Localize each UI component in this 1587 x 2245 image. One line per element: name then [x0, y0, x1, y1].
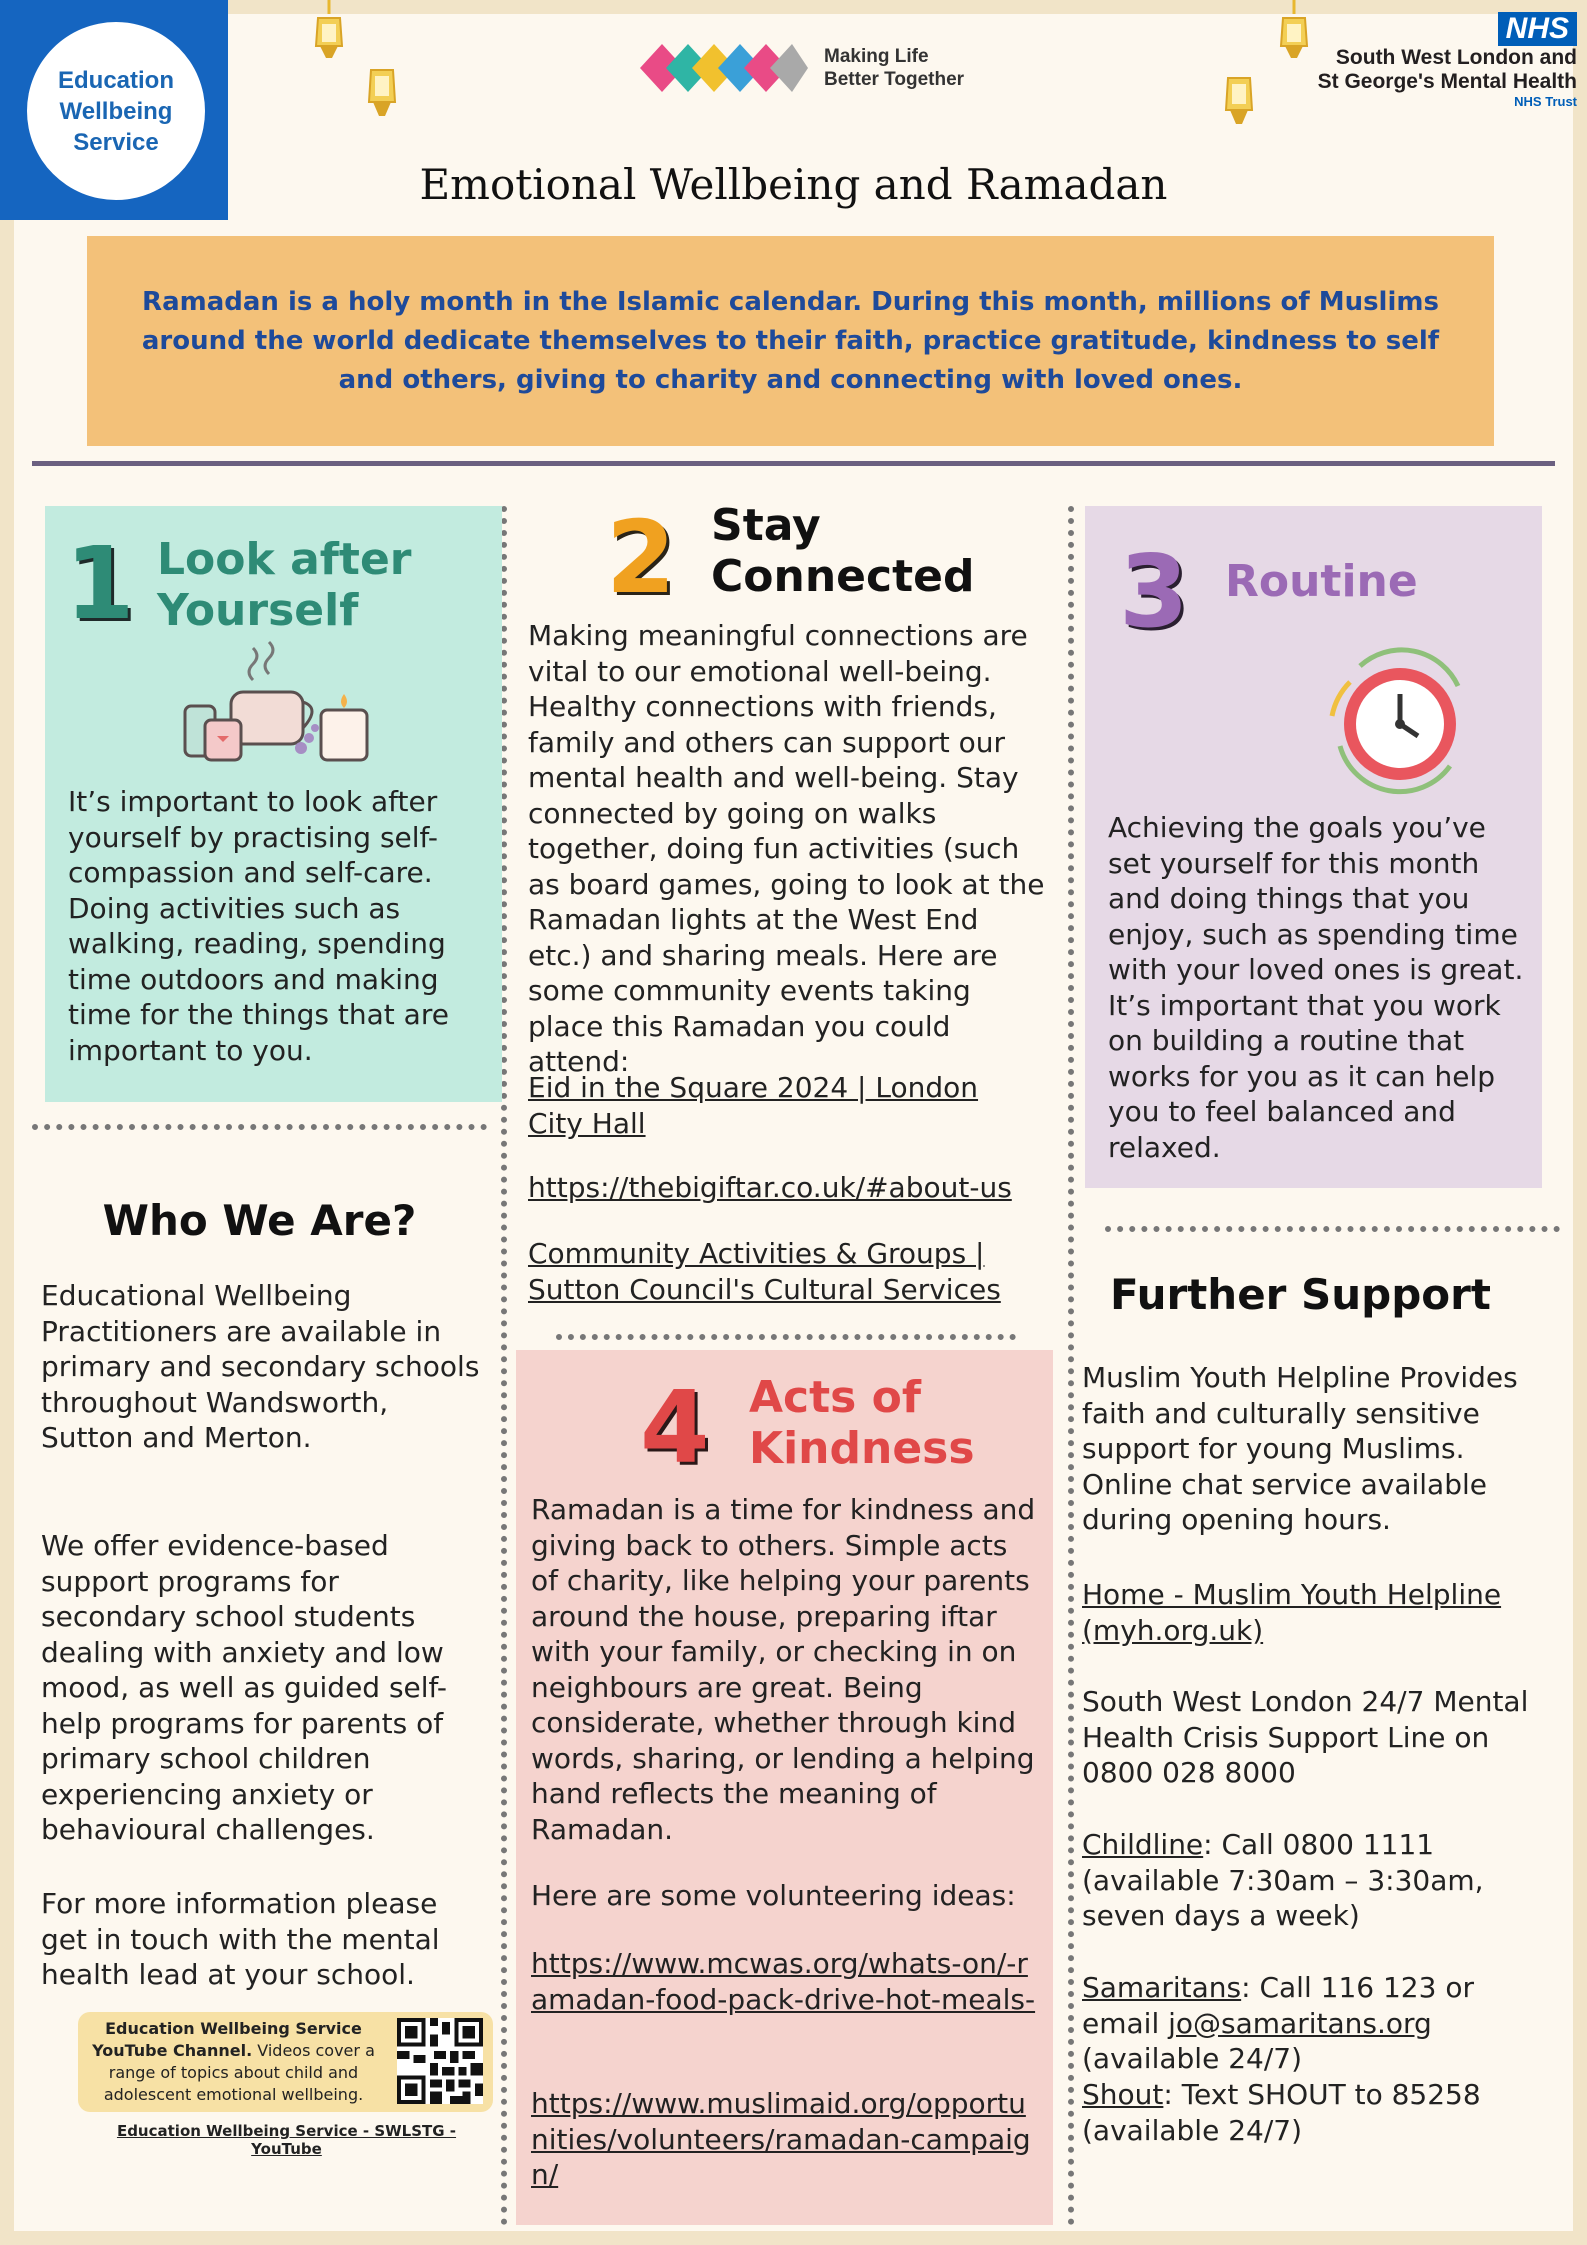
intro-banner: Ramadan is a holy month in the Islamic calendar. During this month, millions of Muslims around the world dedicate themselves to their faith, practice gratitude, kindness to self and others, giving to charity and connecting with loved ones. — [87, 236, 1494, 446]
nhs-org-line-1: South West London and — [1335, 46, 1577, 69]
section-divider — [32, 1124, 487, 1130]
childline-text: Childline: Call 0800 1111 (available 7:30am – 3:30am, seven days a week) — [1082, 1828, 1484, 1932]
big-iftar-link[interactable]: https://thebigiftar.co.uk/#about-us — [528, 1171, 1012, 1204]
youtube-card-text: Education Wellbeing Service YouTube Channel. Videos cover a range of topics about child and adolescent emotional wellbeing. — [92, 2019, 375, 2104]
acts-of-kindness-section — [516, 1350, 1053, 2225]
clock-icon — [1320, 646, 1480, 806]
qr-code-icon[interactable] — [397, 2018, 483, 2104]
section-title: Stay Connected — [711, 500, 975, 602]
section-title: Look after Yourself — [157, 534, 412, 636]
divider — [32, 461, 1555, 466]
self-care-icon — [183, 636, 373, 766]
crisis-line-text: South West London 24/7 Mental Health Crisis Support Line on 0800 028 8000 — [1082, 1685, 1529, 1789]
samaritans-email-link[interactable]: jo@samaritans.org — [1168, 2006, 1432, 2040]
nhs-trust: NHS Trust — [1514, 94, 1577, 109]
muslimaid-link[interactable]: https://www.muslimaid.org/opportunities/volunteers/ramadan-campaign/ — [531, 2087, 1031, 2191]
youtube-channel-link[interactable]: Education Wellbeing Service - SWLSTG - YouTube — [116, 2122, 457, 2158]
section-number: 2 — [606, 499, 676, 616]
lantern-icon — [1277, 0, 1311, 64]
section-number: 1 — [65, 525, 135, 642]
who-we-are-title: Who We Are? — [102, 1196, 417, 1245]
chevrons-icon — [638, 40, 810, 96]
muslim-youth-helpline-text: Muslim Youth Helpline Provides faith and culturally sensitive support for young Muslims. Online chat service available during opening hours. — [1082, 1361, 1518, 1536]
shout-text: Shout: Text SHOUT to 85258 (available 24/7) — [1082, 2078, 1481, 2147]
ews-logo-text: Education Wellbeing Service — [27, 22, 205, 200]
tagline-line-1: Making Life — [824, 46, 929, 67]
lantern-icon — [365, 62, 399, 126]
routine-section — [1085, 506, 1542, 1188]
nhs-org-line-2: St George's Mental Health — [1317, 70, 1577, 93]
who-we-are-p1: Educational Wellbeing Practitioners are available in primary and secondary schools throughout Wandsworth, Sutton and Merton. — [41, 1279, 480, 1454]
section-body: Ramadan is a time for kindness and giving back to others. Simple acts of charity, like helping your parents around the house, preparing iftar with your family, or checking in on neighbours are great. Being considerate, whether through kind words, sharing, or lending a helping hand reflects the meaning of Ramadan. — [531, 1493, 1036, 1846]
page-title: Emotional Wellbeing and Ramadan — [419, 160, 1168, 209]
lantern-icon — [312, 0, 346, 64]
section-title: Acts of Kindness — [749, 1372, 975, 1474]
sutton-council-link[interactable]: Community Activities & Groups | Sutton Council's Cultural Services — [528, 1237, 1001, 1306]
section-number: 4 — [640, 1369, 710, 1486]
samaritans-text: Samaritans: Call 116 123 or email jo@samaritans.org (available 24/7) — [1082, 1971, 1474, 2075]
childline-link[interactable]: Childline — [1082, 1828, 1204, 1861]
section-body: Achieving the goals you’ve set yourself for this month and doing things that you enjoy, such as spending time with your loved ones is great. It’s important that you work on building a routine that works for you as it can help you to feel balanced and relaxed. — [1108, 811, 1524, 1164]
stay-connected-body: Making meaningful connections are vital to our emotional well-being. Healthy connections with friends, family and others can support our mental health and well-being. Stay connected by going on walks together, doing fun activities (such as board games, going to look at the Ramadan lights at the West End etc.) and sharing meals. Here are some community events taking place this Ramadan you could attend: — [528, 619, 1045, 1078]
nhs-logo — [1318, 12, 1577, 109]
samaritans-link[interactable]: Samaritans — [1082, 1971, 1242, 2004]
section-divider — [556, 1334, 1016, 1340]
mcwas-link[interactable]: https://www.mcwas.org/whats-on/-ramadan-food-pack-drive-hot-meals- — [531, 1947, 1036, 2016]
volunteering-intro: Here are some volunteering ideas: — [531, 1879, 1016, 1912]
youtube-card — [78, 2012, 493, 2112]
look-after-yourself-section — [45, 506, 502, 1102]
section-title: Routine — [1225, 556, 1418, 607]
section-number: 3 — [1119, 533, 1189, 650]
nhs-badge: NHS — [1498, 12, 1577, 46]
eid-in-the-square-link[interactable]: Eid in the Square 2024 | London City Hall — [528, 1071, 979, 1140]
tagline-line-2: Better Together — [824, 69, 965, 90]
section-divider — [1105, 1226, 1560, 1232]
shout-link[interactable]: Shout — [1082, 2078, 1164, 2111]
further-support-title: Further Support — [1110, 1270, 1491, 1319]
lantern-icon — [1222, 70, 1256, 134]
section-body: It’s important to look after yourself by practising self-compassion and self-care. Doing activities such as walking, reading, spending time outdoors and making time for the things that are important to you. — [68, 785, 449, 1067]
column-divider — [1068, 506, 1074, 2226]
making-life-logo — [638, 40, 964, 96]
who-we-are-p3: For more information please get in touch with the mental health lead at your school. — [41, 1887, 440, 1991]
muslim-youth-helpline-link[interactable]: Home - Muslim Youth Helpline (myh.org.uk) — [1082, 1578, 1502, 1647]
who-we-are-p2: We offer evidence-based support programs for secondary school students dealing with anxiety and low mood, as well as guided self-help programs for parents of primary school children experiencing anxiety or behavioural challenges. — [41, 1529, 447, 1846]
